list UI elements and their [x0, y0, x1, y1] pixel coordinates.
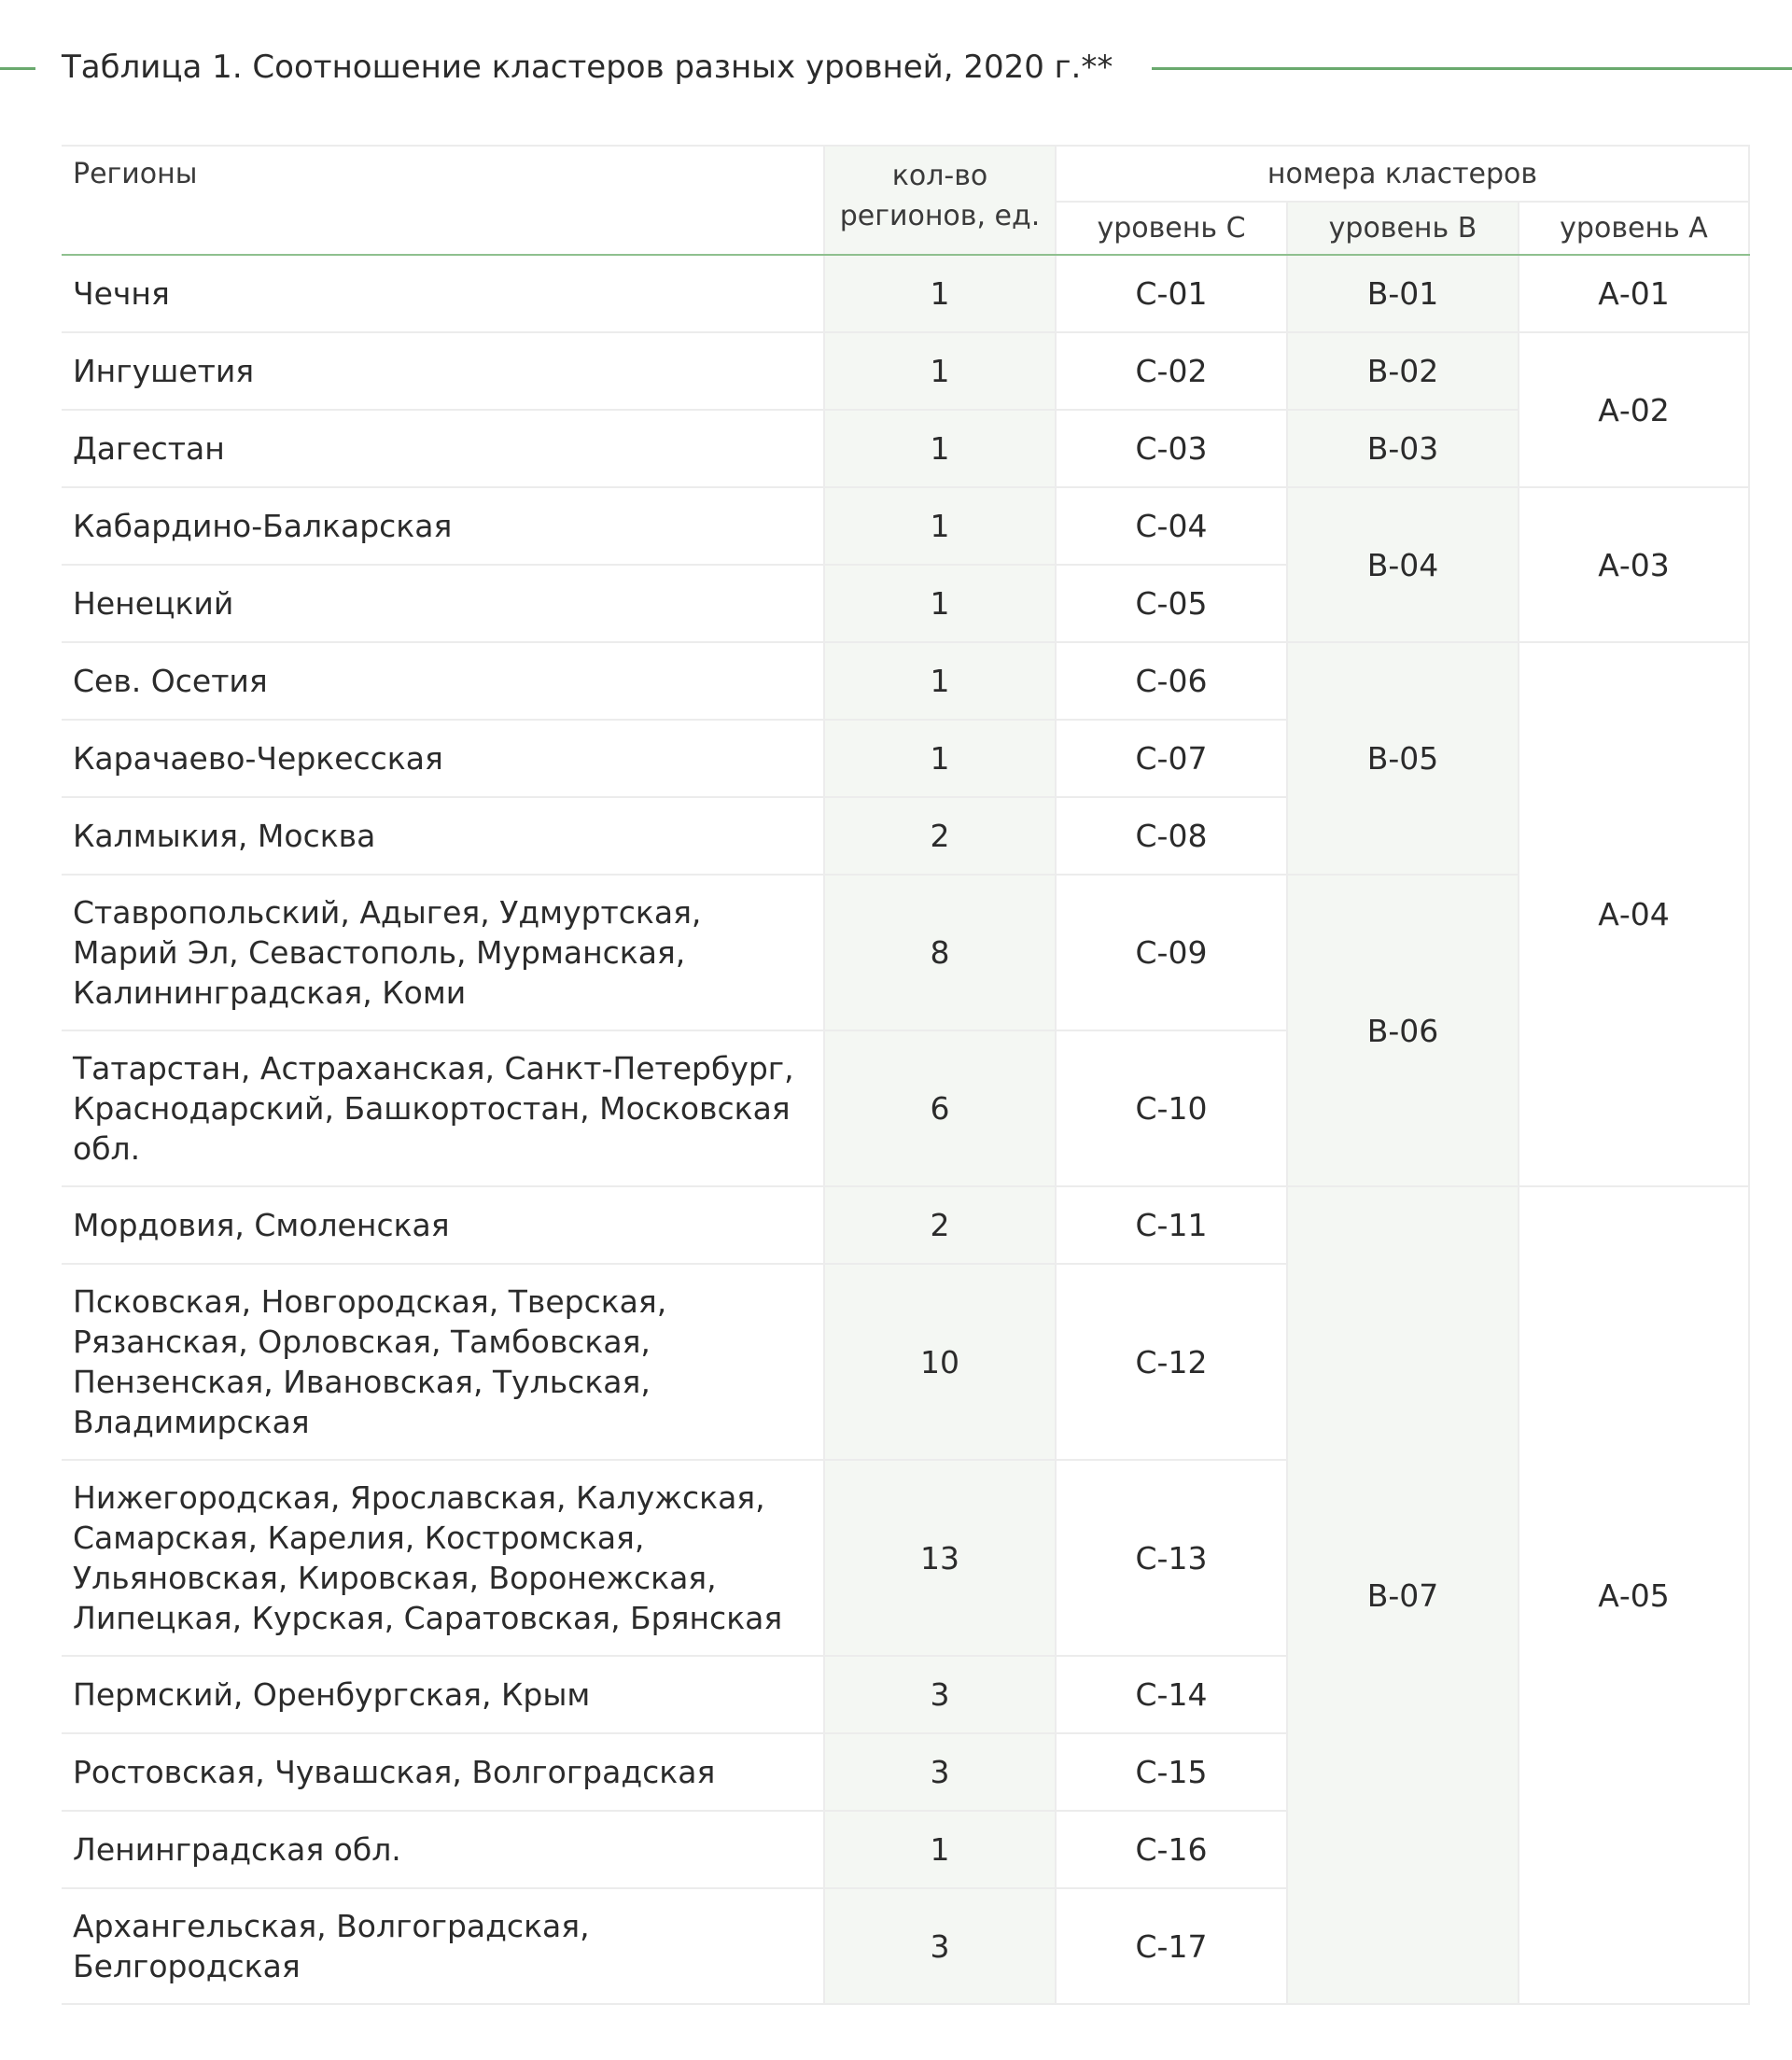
- table-row: [63, 332, 1749, 410]
- table-row: [63, 642, 1749, 720]
- regions-cell: Кабардино-Балкарская: [63, 487, 824, 565]
- cluster-a-cell: А-05: [1519, 1186, 1749, 2004]
- regions-cell: Дагестан: [63, 410, 824, 487]
- cluster-c-cell: С-14: [1056, 1656, 1287, 1733]
- cluster-c-cell: С-10: [1056, 1030, 1287, 1186]
- header-regions: Регионы: [63, 146, 824, 255]
- count-cell: 1: [824, 255, 1056, 332]
- cluster-c-cell: С-09: [1056, 875, 1287, 1030]
- cluster-a-cell: А-04: [1519, 642, 1749, 1186]
- cluster-b-cell: В-02: [1287, 332, 1519, 410]
- regions-cell: Псковская, Новгородская, Тверская, Рязанская, Орловская, Тамбовская, Пензенская, Ивановская, Тульская, Владимирская: [63, 1264, 824, 1460]
- cluster-c-cell: С-03: [1056, 410, 1287, 487]
- count-cell: 3: [824, 1656, 1056, 1733]
- cluster-c-cell: С-12: [1056, 1264, 1287, 1460]
- cluster-b-cell: В-04: [1287, 487, 1519, 642]
- header-level-a: уровень А: [1519, 202, 1749, 255]
- count-cell: 1: [824, 720, 1056, 797]
- regions-cell: Ставропольский, Адыгея, Удмуртская, Марий Эл, Севастополь, Мурманская, Калининградская, Коми: [63, 875, 824, 1030]
- table-row: [63, 875, 1749, 1030]
- count-cell: 1: [824, 410, 1056, 487]
- header-count: кол-во регионов, ед.: [824, 146, 1056, 255]
- cluster-b-cell: В-03: [1287, 410, 1519, 487]
- cluster-a-cell: А-01: [1519, 255, 1749, 332]
- table-row: [63, 487, 1749, 565]
- cluster-c-cell: С-13: [1056, 1460, 1287, 1656]
- cluster-a-cell: А-03: [1519, 487, 1749, 642]
- regions-cell: Ненецкий: [63, 565, 824, 642]
- title-rule-right: [1152, 67, 1792, 70]
- count-cell: 3: [824, 1888, 1056, 2004]
- title-rule-left: [0, 67, 35, 70]
- cluster-a-cell: А-02: [1519, 332, 1749, 487]
- count-cell: 8: [824, 875, 1056, 1030]
- cluster-table: [62, 145, 1750, 2005]
- table-row: [63, 255, 1749, 332]
- cluster-c-cell: С-02: [1056, 332, 1287, 410]
- count-cell: 1: [824, 642, 1056, 720]
- cluster-c-cell: С-16: [1056, 1811, 1287, 1888]
- table-row: [63, 410, 1749, 487]
- count-cell: 2: [824, 1186, 1056, 1264]
- count-cell: 6: [824, 1030, 1056, 1186]
- cluster-b-cell: В-07: [1287, 1186, 1519, 2004]
- cluster-c-cell: С-06: [1056, 642, 1287, 720]
- table-row: [63, 1186, 1749, 1264]
- count-cell: 2: [824, 797, 1056, 875]
- regions-cell: Ингушетия: [63, 332, 824, 410]
- regions-cell: Ленинградская обл.: [63, 1811, 824, 1888]
- header-clusters: номера кластеров: [1056, 146, 1749, 202]
- cluster-b-cell: В-06: [1287, 875, 1519, 1186]
- count-cell: 1: [824, 332, 1056, 410]
- cluster-c-cell: С-05: [1056, 565, 1287, 642]
- cluster-c-cell: С-04: [1056, 487, 1287, 565]
- count-cell: 3: [824, 1733, 1056, 1811]
- count-cell: 1: [824, 487, 1056, 565]
- cluster-c-cell: С-01: [1056, 255, 1287, 332]
- count-cell: 10: [824, 1264, 1056, 1460]
- count-cell: 1: [824, 565, 1056, 642]
- regions-cell: Нижегородская, Ярославская, Калужская, Самарская, Карелия, Костромская, Ульяновская, Кировская, Воронежская, Липецкая, Курская, Саратовская, Брянская: [63, 1460, 824, 1656]
- regions-cell: Карачаево-Черкесская: [63, 720, 824, 797]
- regions-cell: Чечня: [63, 255, 824, 332]
- regions-cell: Пермский, Оренбургская, Крым: [63, 1656, 824, 1733]
- header-level-c: уровень С: [1056, 202, 1287, 255]
- regions-cell: Сев. Осетия: [63, 642, 824, 720]
- regions-cell: Калмыкия, Москва: [63, 797, 824, 875]
- cluster-b-cell: В-01: [1287, 255, 1519, 332]
- cluster-c-cell: С-08: [1056, 797, 1287, 875]
- cluster-c-cell: С-15: [1056, 1733, 1287, 1811]
- regions-cell: Мордовия, Смоленская: [63, 1186, 824, 1264]
- count-cell: 13: [824, 1460, 1056, 1656]
- cluster-c-cell: С-07: [1056, 720, 1287, 797]
- table-title: Таблица 1. Соотношение кластеров разных уровней, 2020 г.**: [62, 49, 1113, 86]
- cluster-c-cell: С-17: [1056, 1888, 1287, 2004]
- regions-cell: Архангельская, Волгоградская, Белгородская: [63, 1888, 824, 2004]
- cluster-c-cell: С-11: [1056, 1186, 1287, 1264]
- cluster-b-cell: В-05: [1287, 642, 1519, 875]
- count-cell: 1: [824, 1811, 1056, 1888]
- regions-cell: Ростовская, Чувашская, Волгоградская: [63, 1733, 824, 1811]
- regions-cell: Татарстан, Астраханская, Санкт-Петербург, Краснодарский, Башкортостан, Московская обл.: [63, 1030, 824, 1186]
- header-level-b: уровень В: [1287, 202, 1519, 255]
